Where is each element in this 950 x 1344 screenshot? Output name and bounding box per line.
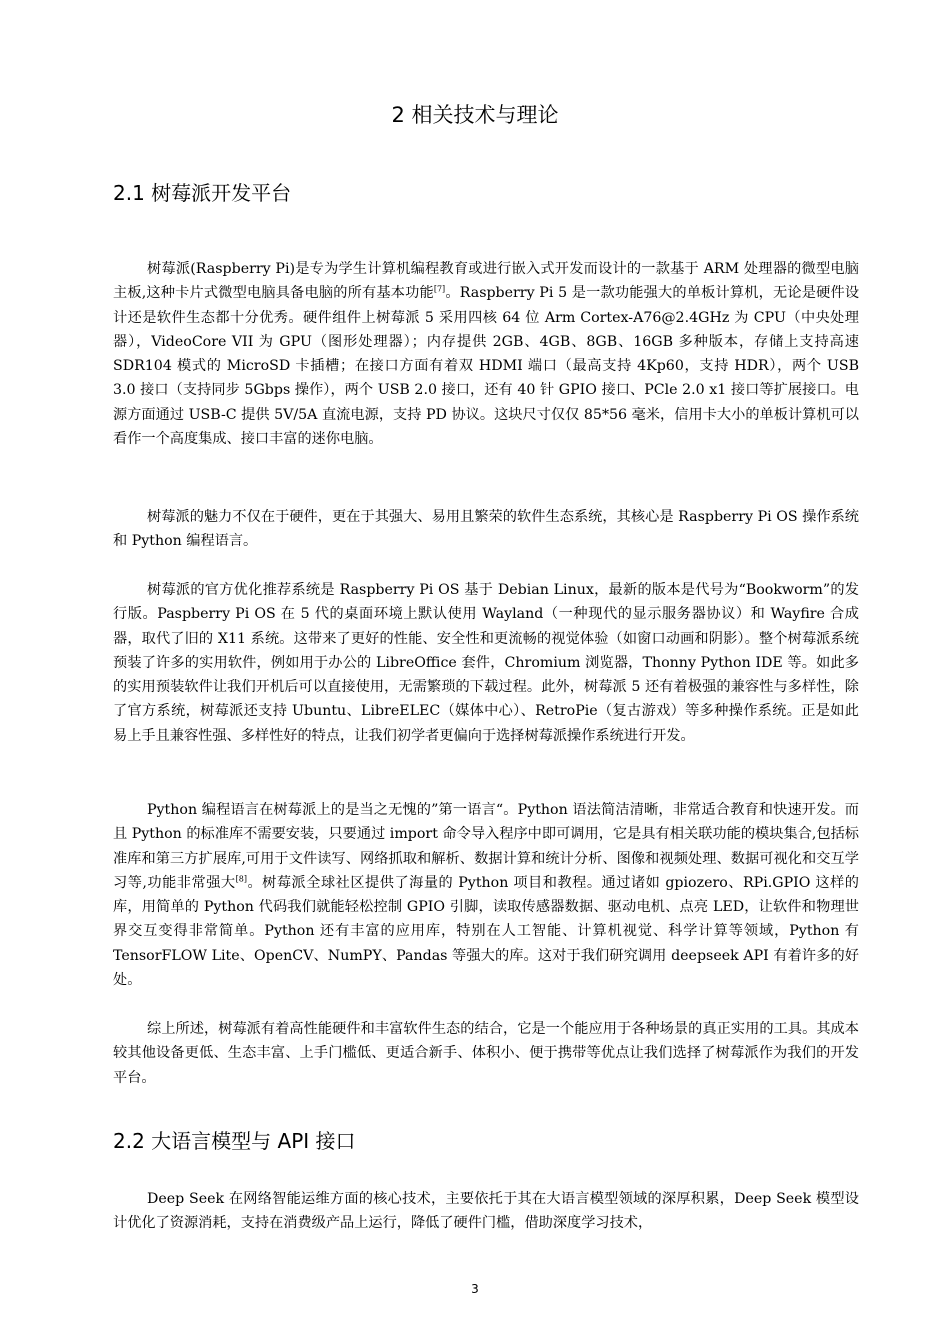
paragraph-text: 。树莓派全球社区提供了海量的 Python 项目和教程。通过诸如 gpiozero、RPi.GPIO 这样的库，用简单的 Python 代码我们就能轻松控制 GPIO 引脚，读取传感器数据、驱动电机、点亮 LED，让软件和物理世界交互变得非常简单。Python 还有丰富的应用库，特别在人工智能、计算机视觉、科学计算等领域，Python 有 TensorFLOW Lite、OpenCV、NumPY、Pandas 等强大的库。这对于我们研究调用 deepseek API 有着许多的好处。	[113, 874, 859, 989]
paragraph-python-language	[113, 798, 859, 992]
paragraph-raspberry-pi-hardware	[113, 257, 859, 451]
paragraph-raspberry-pi-os: 树莓派的官方优化推荐系统是 Raspberry Pi OS 基于 Debian Linux，最新的版本是代号为“Bookworm”的发行版。Paspberry Pi OS 在 5 代的桌面环境上默认使用 Wayland（一种现代的显示服务器协议）和 Wayfire 合成器，取代了旧的 X11 系统。这带来了更好的性能、安全性和更流畅的视觉体验（如窗口动画和阴影）。整个树莓派系统预装了许多的实用软件，例如用于办公的 LibreOffice 套件，Chromium 浏览器，Thonny Python IDE 等。如此多的实用预装软件让我们开机后可以直接使用，无需繁琐的下载过程。此外，树莓派 5 还有着极强的兼容性与多样性，除了官方系统，树莓派还支持 Ubuntu、LibreELEC（媒体中心）、RetroPie（复古游戏）等多种操作系统。正是如此易上手且兼容性强、多样性好的特点，让我们初学者更偏向于选择树莓派操作系统进行开发。	[113, 582, 859, 744]
paragraph-text: Python 编程语言在树莓派上的是当之无愧的”第一语言“。Python 语法简洁清晰，非常适合教育和快速开发。而且 Python 的标准库不需要安装，只要通过 import 命令导入程序中即可调用，它是具有相关联功能的模块集合,包括标准库和第三方扩展库,可用于文件读写、网络抓取和解析、数据计算和统计分析、图像和视频处理、数据可视化和交互学习等,功能非常强大	[113, 802, 859, 891]
citation-ref-8: [8]	[235, 874, 247, 884]
paragraph-summary: 综上所述，树莓派有着高性能硬件和丰富软件生态的结合，它是一个能应用于各种场景的真正实用的工具。其成本较其他设备更低、生态丰富、上手门槛低、更适合新手、体积小、便于携带等优点让我们选择了树莓派作为我们的开发平台。	[113, 1021, 859, 1086]
paragraph-text: 树莓派(Raspberry Pi)是专为学生计算机编程教育或进行嵌入式开发而设计的一款基于 ARM 处理器的微型电脑主板,这种卡片式微型电脑具备电脑的所有基本功能	[113, 261, 859, 302]
page-number: 3	[471, 1282, 479, 1296]
chapter-title: 2 相关技术与理论	[391, 103, 559, 127]
paragraph-software-ecosystem: 树莓派的魅力不仅在于硬件，更在于其强大、易用且繁荣的软件生态系统，其核心是 Raspberry Pi OS 操作系统和 Python 编程语言。	[113, 509, 859, 550]
section-title-2-1: 2.1 树莓派开发平台	[113, 181, 292, 205]
section-title-2-2: 2.2 大语言模型与 API 接口	[113, 1129, 356, 1153]
citation-ref-7: [7]	[433, 284, 446, 294]
paragraph-text: 。Raspberry Pi 5 是一款功能强大的单板计算机，无论是硬件设计还是软件生态都十分优秀。硬件组件上树莓派 5 采用四核 64 位 Arm Cortex-A76@2.4GHz 为 CPU（中央处理器），VideoCore VII 为 GPU（图形处理器）；内存提供 2GB、4GB、8GB、16GB 多种版本，存储上支持高速 SDR104 模式的 MicroSD 卡插槽；在接口方面有着双 HDMI 端口（最高支持 4Kp60，支持 HDR），两个 USB 3.0 接口（支持同步 5Gbps 操作），两个 USB 2.0 接口，还有 40 针 GPIO 接口、PCle 2.0 x1 接口等扩展接口。电源方面通过 USB-C 提供 5V/5A 直流电源，支持 PD 协议。这块尺寸仅仅 85*56 毫米，信用卡大小的单板计算机可以看作一个高度集成、接口丰富的迷你电脑。	[113, 285, 860, 448]
paragraph-deepseek-intro: Deep Seek 在网络智能运维方面的核心技术，主要依托于其在大语言模型领域的深厚积累，Deep Seek 模型设计优化了资源消耗，支持在消费级产品上运行，降低了硬件门槛，借助深度学习技术，	[113, 1191, 859, 1232]
